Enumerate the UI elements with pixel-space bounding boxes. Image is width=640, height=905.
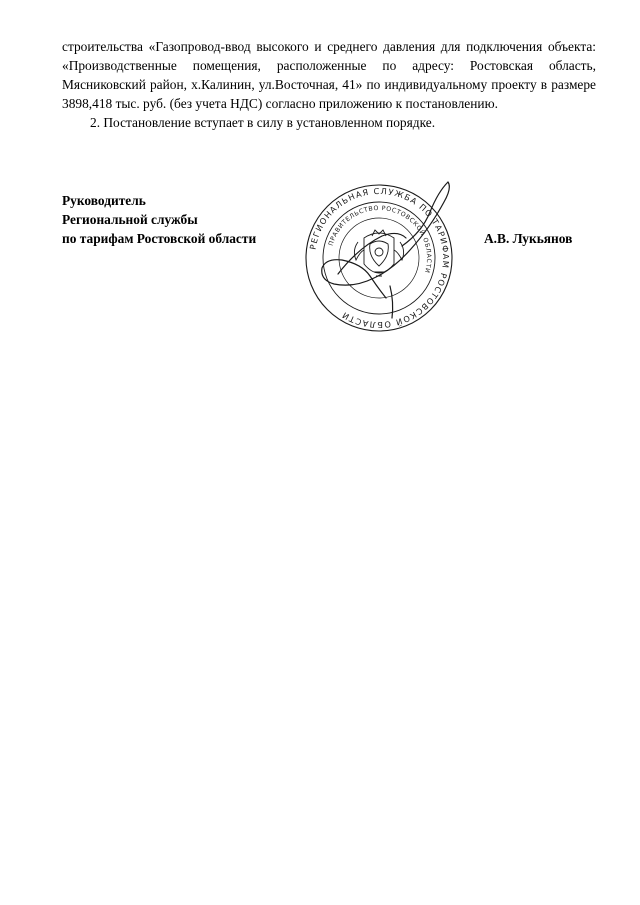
seal-ring-text: РЕГИОНАЛЬНАЯ СЛУЖБА ПО ТАРИФАМ РОСТОВСКОЙ ОБЛАСТИ	[307, 185, 452, 331]
seal-middle-ring	[323, 202, 435, 314]
seal-icon	[298, 178, 460, 338]
signer-name: А.В. Лукьянов	[484, 231, 573, 246]
paragraph-2: 2. Постановление вступает в силу в установленном порядке.	[90, 115, 436, 130]
paragraph-1: строительства «Газопровод-ввод высокого и среднего давления для подключения объекта: «Производственные помещения, расположенные по адресу: Ростовская область, Мясниковский район, х.Калинин, ул.Восточная, 41» по индивидуальному проекту в размере 3898,418 тыс. руб. (без учета НДС) согласно приложению к постановлению.	[62, 39, 596, 111]
body-text	[62, 37, 596, 132]
seal-inner-ring	[339, 218, 419, 298]
official-seal	[298, 178, 460, 338]
signer-title-line-1: Руководитель	[62, 193, 146, 208]
signer-title-line-2: Региональной службы	[62, 212, 198, 227]
signer-title	[62, 191, 256, 248]
signer-title-line-3: по тарифам Ростовской области	[62, 231, 257, 246]
seal-inner-text: ПРАВИТЕЛЬСТВО РОСТОВСКОЙ ОБЛАСТИ	[327, 204, 433, 275]
